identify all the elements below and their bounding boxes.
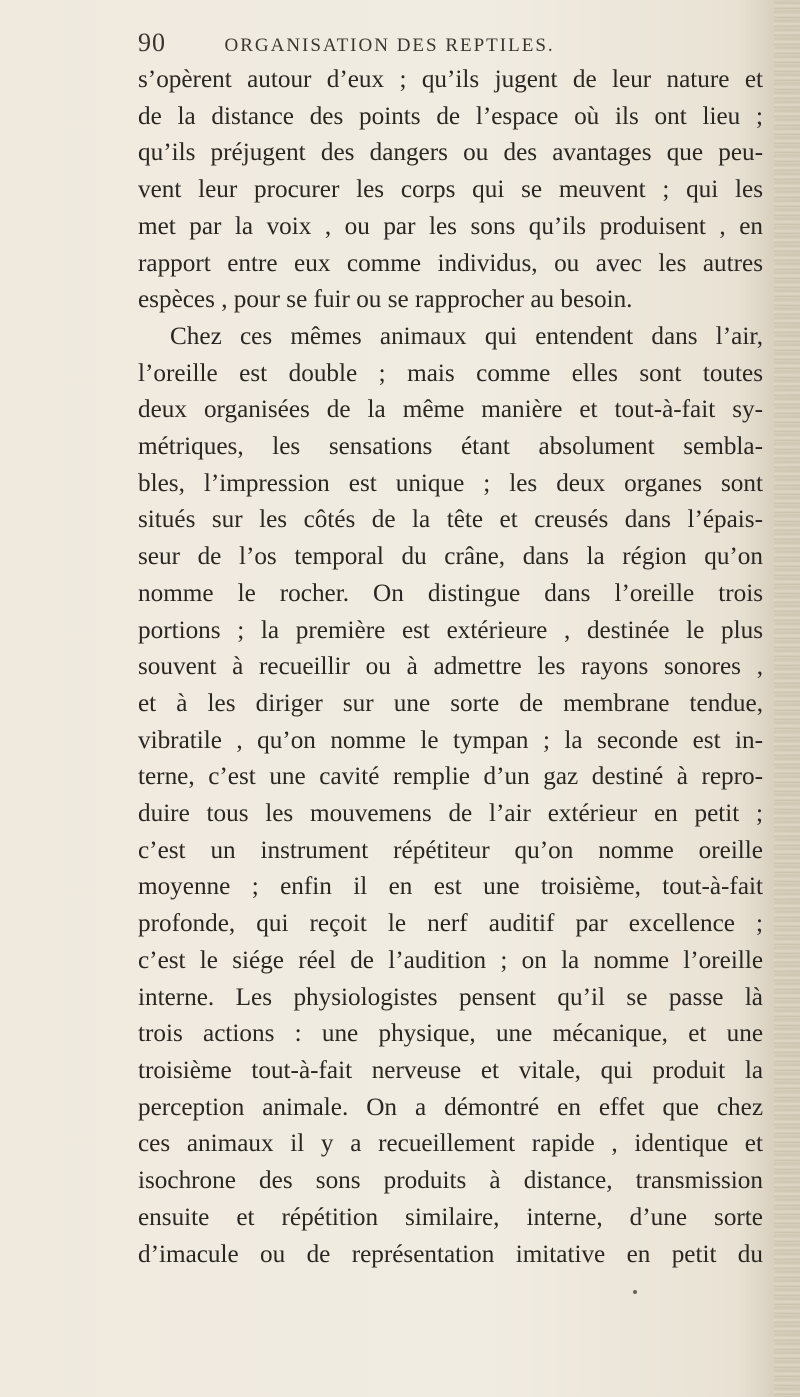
text-line: moyenne ; enfin il en est une troisième, tout-à-fait xyxy=(138,873,763,901)
text-line: vibratile , qu’on nomme le tympan ; la seconde est in- xyxy=(138,726,763,754)
text-line: ensuite et répétition similaire, interne, d’une sorte xyxy=(138,1203,763,1231)
text-line: seur de l’os temporal du crâne, dans la région qu’on xyxy=(138,543,763,571)
text-line: bles, l’impression est unique ; les deux organes sont xyxy=(138,469,763,497)
text-line: deux organisées de la même manière et tout-à-fait sy- xyxy=(138,396,763,424)
page-number: 90 xyxy=(138,28,166,57)
text-line: situés sur les côtés de la tête et creusés dans l’épais- xyxy=(138,506,763,534)
text-line: isochrone des sons produits à distance, transmission xyxy=(138,1167,763,1195)
text-line: c’est le siége réel de l’audition ; on la nomme l’oreille xyxy=(138,946,763,974)
body-text xyxy=(138,62,763,1273)
text-line: qu’ils préjugent des dangers ou des avantages que peu- xyxy=(138,139,763,167)
text-line: ces animaux il y a recueillement rapide , identique et xyxy=(138,1130,763,1158)
running-head: ORGANISATION DES REPTILES. xyxy=(224,35,555,56)
paragraph-start-line: Chez ces mêmes animaux qui entendent dans l’air, xyxy=(170,322,763,350)
text-line: vent leur procurer les corps qui se meuvent ; qui les xyxy=(138,176,763,204)
text-line: et à les diriger sur une sorte de membrane tendue, xyxy=(138,689,763,717)
text-line: l’oreille est double ; mais comme elles sont toutes xyxy=(138,359,763,387)
text-line: profonde, qui reçoit le nerf auditif par excellence ; xyxy=(138,910,763,938)
text-line: troisième tout-à-fait nerveuse et vitale, qui produit la xyxy=(138,1056,763,1084)
paper-speck xyxy=(633,1290,637,1294)
text-line: perception animale. On a démontré en effet que chez xyxy=(138,1093,763,1121)
text-line: met par la voix , ou par les sons qu’ils produisent , en xyxy=(138,212,763,240)
text-line: duire tous les mouvemens de l’air extérieur en petit ; xyxy=(138,800,763,828)
text-line: d’imacule ou de représentation imitative en petit du xyxy=(138,1240,763,1268)
text-line: de la distance des points de l’espace où ils ont lieu ; xyxy=(138,102,763,130)
text-line: trois actions : une physique, une mécanique, et une xyxy=(138,1020,763,1048)
text-line: c’est un instrument répétiteur qu’on nomme oreille xyxy=(138,836,763,864)
text-line: souvent à recueillir ou à admettre les rayons sonores , xyxy=(138,653,763,681)
page-header xyxy=(138,28,618,58)
text-line: nomme le rocher. On distingue dans l’oreille trois xyxy=(138,579,763,607)
text-line: métriques, les sensations étant absolument sembla- xyxy=(138,433,763,461)
text-line: terne, c’est une cavité remplie d’un gaz destiné à repro- xyxy=(138,763,763,791)
page-edge-shadow xyxy=(774,0,800,1397)
text-line: portions ; la première est extérieure , destinée le plus xyxy=(138,616,763,644)
text-line: espèces , pour se fuir ou se rapprocher au besoin. xyxy=(138,286,633,314)
text-line: s’opèrent autour d’eux ; qu’ils jugent de leur nature et xyxy=(138,66,763,93)
text-line: rapport entre eux comme individus, ou avec les autres xyxy=(138,249,763,277)
text-line: interne. Les physiologistes pensent qu’il se passe là xyxy=(138,983,763,1011)
